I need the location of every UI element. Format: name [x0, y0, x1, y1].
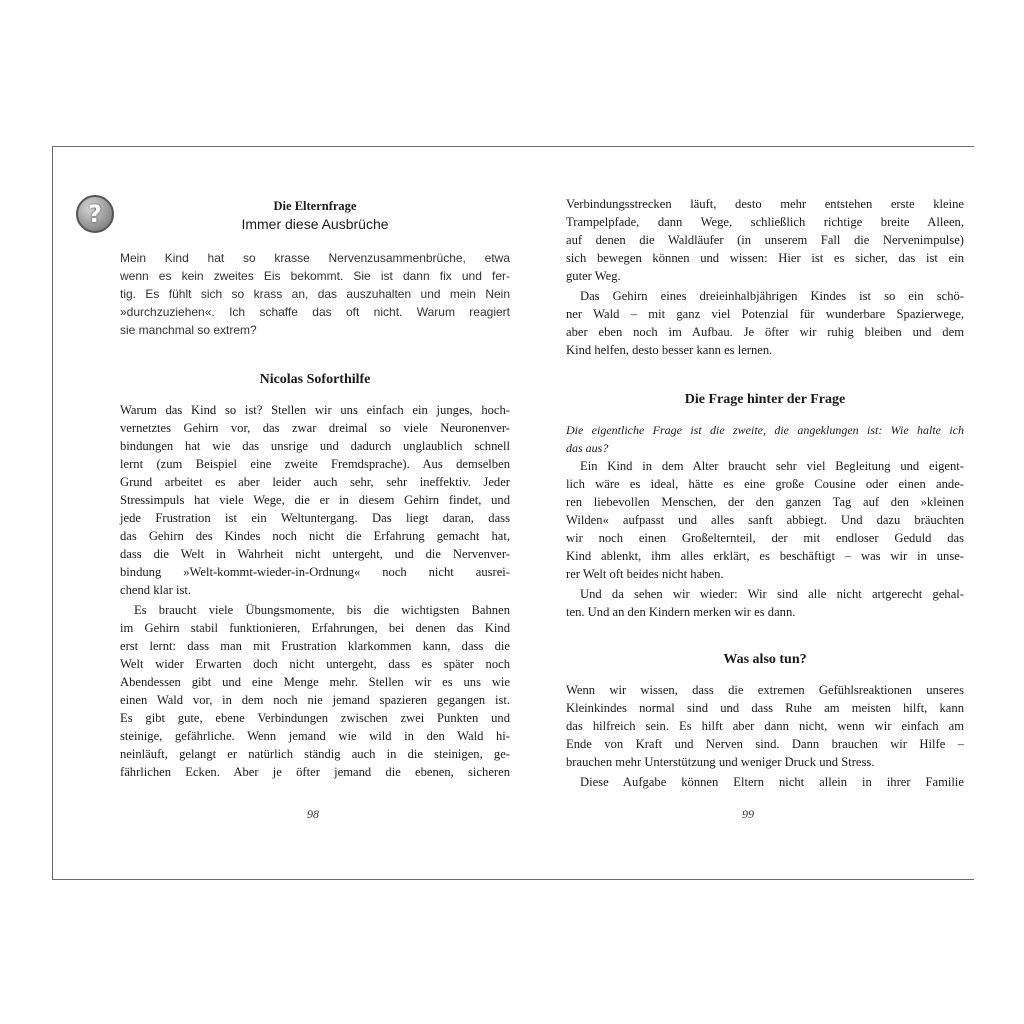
body-line: guter Weg. [566, 269, 621, 283]
body-line: Verbindungsstrecken läuft, desto mehr entstehen erste kleine [566, 197, 964, 211]
box-title: Immer diese Ausbrüche [241, 216, 389, 232]
body-line: chend klar ist. [120, 583, 191, 597]
body-line: vernetztes Gehirn vor, das zwar dreimal so viele Neuronenver- [120, 421, 510, 435]
body-line: Ende von Kraft und Nerven sind. Dann brauchen wir Hilfe – [566, 737, 964, 751]
section-heading: Nicolas Soforthilfe [259, 372, 371, 387]
body-line: Abendessen gibt und eine Menge mehr. Stellen wir es uns wie [120, 675, 510, 689]
body-line: Es braucht viele Übungsmomente, bis die wichtigsten Bahnen [134, 603, 510, 617]
body-line: Wilden« aufpasst und alles sanft abbiegt. Und dazu bräuchten [566, 513, 964, 527]
body-line: erst lernt: dass man mit Frustration klarkommen kann, dass die [120, 639, 510, 653]
body-line: jede Frustration ist ein Weltuntergang. Das liegt daran, dass [120, 511, 510, 525]
body-line: Kind ablenkt, ihm alles erklärt, es beschäftigt – was wir in unse- [566, 549, 964, 563]
body-line: auf denen die Waldläufer (in unserem Fall die Nervenimpulse) [566, 233, 964, 247]
question-line: Mein Kind hat so krasse Nervenzusammenbrüche, etwa [120, 251, 510, 265]
body-line: Stressimpuls hat viele Wege, die er in diesem Gehirn findet, und [120, 493, 510, 507]
body-line: Welt wider Erwarten doch nicht untergeht, dass es später noch [120, 657, 510, 671]
body-line: bindungen hat wie das unsrige und dadurch unglaublich schnell [120, 439, 510, 453]
question-line: tig. Es fühlt sich so krass an, das auszuhalten und mein Nein [120, 287, 510, 301]
box-label: Die Elternfrage [273, 199, 357, 213]
body-line: ten. Und an den Kindern merken wir es dann. [566, 605, 796, 619]
body-line: das hilfreich sein. Es hilft aber dann nicht, wenn wir einfach am [566, 719, 964, 733]
body-line: Kleinkindes normal sind und dass Ruhe am meisten hilft, kann [566, 701, 964, 715]
body-line: Trampelpfade, dann Wege, schließlich richtige breite Alleen, [566, 215, 964, 229]
body-line: lich wäre es ideal, hätte es eine große Cousine oder einen ande- [566, 477, 964, 491]
italic-question-line: Die eigentliche Frage ist die zweite, die angeklungen ist: Wie halte ich [566, 423, 964, 437]
section-heading: Die Frage hinter der Frage [684, 392, 846, 407]
body-line: lernt (zum Beispiel eine zweite Fremdsprache). Aus demselben [120, 457, 510, 471]
body-line: Und da sehen wir wieder: Wir sind alle nicht artgerecht gehal- [580, 587, 964, 601]
body-line: Ein Kind in dem Alter braucht sehr viel Begleitung und eigent- [580, 459, 964, 473]
body-line: einen Wald vor, in dem noch nie jemand spazieren gegangen ist. [120, 693, 510, 707]
page-number: 98 [307, 807, 319, 821]
body-line: Warum das Kind so ist? Stellen wir uns einfach ein junges, hoch- [120, 403, 510, 417]
body-line: dass die Welt in Wahrheit nicht untergeht, und die Nervenver- [120, 547, 510, 561]
question-line: »durchzuziehen«. Ich schaffe das oft nicht. Warum reagiert [120, 305, 510, 319]
section-heading: Was also tun? [723, 652, 807, 667]
body-line: Wenn wir wissen, dass die extremen Gefühlsreaktionen unseres [566, 683, 964, 697]
body-line: im Gehirn stabil funktionieren, Erfahrungen, bei denen das Kind [120, 621, 510, 635]
body-line: Es gibt gute, ebene Verbindungen zwischen zwei Punkten und [120, 711, 510, 725]
page-number: 99 [742, 807, 754, 821]
body-line: sich bewegen können und wissen: Hier ist es sicher, das ist ein [566, 251, 964, 265]
body-line: ner Wald – mit ganz viel Potenzial für wunderbare Spazierwege, [566, 307, 964, 321]
body-line: brauchen mehr Unterstützung und weniger Druck und Stress. [566, 755, 875, 769]
body-line: aber eben noch im Aufbau. Je öfter wir ruhig bleiben und dem [566, 325, 964, 339]
body-line: neinläuft, gelangt er natürlich ständig auch in die steinigen, ge- [120, 747, 510, 761]
body-line: wir noch einen Großelternteil, der mit endloser Geduld das [566, 531, 964, 545]
body-line: steinige, gefährliche. Wenn jemand wie wild in den Wald hi- [120, 729, 510, 743]
body-line: Grund arbeitet es aber leider auch sehr, sehr ineffektiv. Jeder [120, 475, 510, 489]
body-line: Das Gehirn eines dreieinhalbjährigen Kindes ist so ein schö- [580, 289, 964, 303]
book-spread [52, 146, 974, 880]
body-line: das Gehirn des Kindes noch nicht die Erfahrung gemacht hat, [120, 529, 510, 543]
body-line: Kind helfen, desto besser kann es lernen. [566, 343, 773, 357]
question-line: wenn es kein zweites Eis bekommt. Sie ist dann fix und fer- [120, 269, 510, 283]
italic-question-line: das aus? [566, 441, 609, 455]
question-mark-icon: ? [76, 195, 114, 233]
body-line: Diese Aufgabe können Eltern nicht allein in ihrer Familie [580, 775, 964, 789]
body-line: rer Welt oft beides nicht haben. [566, 567, 724, 581]
body-line: fährlichen Ecken. Aber je öfter jemand die ebenen, sicheren [120, 765, 510, 779]
body-line: bindung »Welt-kommt-wieder-in-Ordnung« noch nicht ausrei- [120, 565, 510, 579]
question-line: sie manchmal so extrem? [120, 323, 257, 337]
body-line: ren liebevollen Menschen, der den ganzen Tag auf den »kleinen [566, 495, 964, 509]
